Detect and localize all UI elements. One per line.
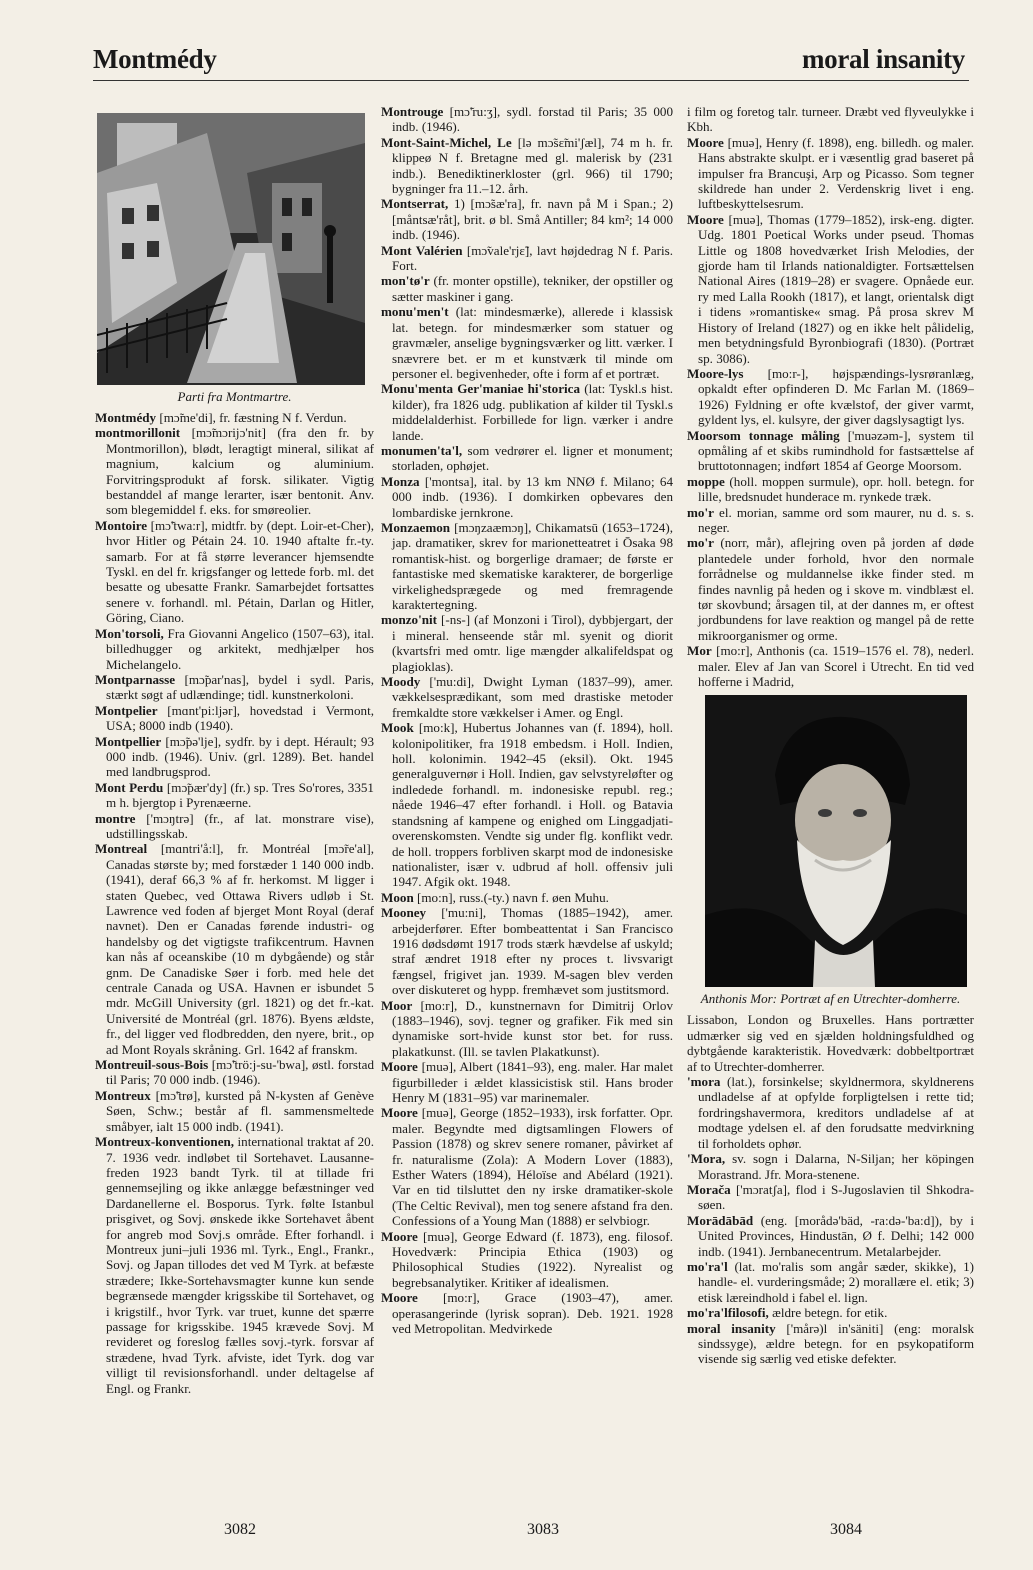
dictionary-entry	[381, 905, 673, 997]
dictionary-entry	[687, 643, 974, 689]
entry-definition: 1) [mɔ̃sæ'ra], fr. navn på M i Span.; 2) [måntsæ'råt], brit. ø bl. Små Antiller; 84 km²; 14 000 indb. (1946).	[392, 196, 673, 243]
entry-definition: [mɔ̃par'nas], bydel i sydl. Paris, stærkt søgt af udlændinge; tidl. kunstnerkoloni.	[106, 671, 374, 703]
entry-headword: Moore-lys	[687, 365, 744, 381]
dictionary-entry	[687, 505, 974, 536]
entry-definition: ['mɔratʃa], flod i S-Jugoslavien til Shkodra-søen.	[698, 1181, 974, 1213]
entry-definition: (lat.), forsinkelse; skyldnermora, skyldnerens undladelse af at opfylde forpligtelsen i rette tid; fordringshavermora, kreditors undladelse af at modtage ydelsen el. af den forudsatte medvirkning til forholdets ophør.	[698, 1074, 974, 1151]
entry-definition: [mo:k], Hubertus Johannes van (f. 1894), holl. kolonipolitiker, fra 1918 embedsm. i Holl. Indien, holl. kolonimin. 1942–45 (eksil). Okt. 1945 generalguvernør i Holl. Indien, gav selvstyreløfter og indledede forhandl. m. indonesiske republ. reg.; nåede 1946–47 efter forhandl. i Holl. og Batavia standsning af kampene og enighed om Linggadjati-overenskomsten. Vendte sig under flg. konflikt vedr. de holl. troppers forbliven skarpt mod de indonesiske nationalister, især v. udbrud af holl. offensiv juli 1947. Afgik okt. 1948.	[392, 720, 673, 890]
entry-headword: Montreux	[95, 1087, 151, 1103]
entry-headword: Monza	[381, 473, 420, 489]
dictionary-entry	[381, 520, 673, 612]
entry-headword: moppe	[687, 473, 725, 489]
entry-headword: Montparnasse	[95, 671, 176, 687]
entry-headword: montmorillonit	[95, 425, 181, 441]
header-rule	[93, 80, 969, 81]
dictionary-entry	[95, 734, 374, 780]
dictionary-entry	[687, 366, 974, 428]
entry-headword: Moon	[381, 889, 414, 905]
entries-col1	[95, 410, 374, 1396]
entry-definition: [muə], George (1852–1933), irsk forfatter. Opr. maler. Begyndte med digtsamlingen Flowers of Passion (1878) og skrev senere romaner, påvirket af fr. naturalisme (Zola): A Modern Lover (1883), Esther Waters (1894), Héloïse and Abélard (1921). Var en tid tilsluttet den ny irske dramatiker-skole (The Celtic Revival), men tog senere afstand fra den. Confessions of a Young Man (1888) er selvbiogr.	[392, 1105, 673, 1229]
entries-col2	[381, 104, 673, 1337]
entry-headword: Moorsom tonnage måling	[687, 427, 840, 443]
entry-definition: [mo:n], russ.(-ty.) navn f. øen Muhu.	[413, 889, 609, 905]
entry-definition: som vedrører el. ligner et monument; storladen, ophøjet.	[392, 442, 673, 474]
entry-definition: (lat: Tyskl.s hist. kilder), fra 1826 udg. publikation af kilder til Tyskl.s middelalderhist. Forbillede for lign. værker i andre lande.	[392, 381, 673, 443]
entry-headword: 'mora	[687, 1074, 721, 1090]
entry-headword: Mooney	[381, 905, 427, 921]
entry-headword: Monu'menta Ger'maniae hi'storica	[381, 381, 581, 397]
entry-headword: moral insanity	[687, 1320, 776, 1336]
entry-definition: [mo:r], Grace (1903–47), amer. operasangerinde (lyrisk sopran). Deb. 1921. 1928 ved Metropolitan. Medvirkede	[392, 1290, 673, 1337]
dictionary-entry	[381, 890, 673, 905]
entry-headword: Moor	[381, 997, 413, 1013]
dictionary-entry	[381, 1290, 673, 1336]
dictionary-entry	[687, 1074, 974, 1151]
entry-definition: (lat. mo'ralis som angår sæder, skikke), 1) handle- el. vurderingsmåde; 2) morallære el. etik; 3) etisk læreindhold i fabel el. lign.	[698, 1258, 974, 1305]
entry-definition: [mɔ̃pə'lje], sydfr. by i dept. Hérault; 93 000 indb. (1946). Univ. (grl. 1289). Bet. handel med landbrugsprod.	[106, 733, 374, 780]
dictionary-entry	[95, 410, 374, 425]
page-number-right: 3084	[830, 1521, 862, 1538]
entry-definition: [mɔ̃vale'rjɛ̃], lavt højdedrag N f. Paris. Fort.	[392, 242, 673, 274]
entry-headword: Montreal	[95, 841, 148, 857]
entry-definition: ['mårə)l in'säniti] (eng: moralsk sindssyge), ældre betegn. for en psykopatiform visende sig særlig ved etiske defekter.	[698, 1320, 974, 1367]
anthonis-mor-portrait	[705, 695, 967, 987]
dictionary-entry	[381, 474, 673, 520]
dictionary-entry	[687, 1151, 974, 1182]
entry-headword: Monzaemon	[381, 519, 451, 535]
entry-definition: el. morian, samme ord som maurer, nu d. s. s. neger.	[698, 504, 974, 535]
entry-definition: Fra Giovanni Angelico (1507–63), ital. billedhugger og arkitekt, medhjælper hos Michelangelo.	[106, 625, 374, 672]
entry-definition: (holl. moppen surmule), opr. holl. betegn. for lille, bredsnudet hunderace m. rynkede træk.	[698, 473, 974, 505]
entry-headword: Moore	[687, 134, 724, 150]
running-head-left: Montmédy	[93, 44, 217, 74]
dictionary-entry	[687, 1259, 974, 1305]
entry-headword: Mont-Saint-Michel, Le	[381, 134, 512, 150]
entry-headword: Moore	[381, 1228, 418, 1244]
entry-headword: mo'r	[687, 535, 714, 551]
figure-montmartre	[95, 113, 374, 404]
dictionary-entry	[381, 196, 673, 242]
entry-headword: monumen'ta'l,	[381, 442, 463, 458]
entry-definition: (eng. [morådə'bäd, -ra:də-'ba:d]), by i United Provinces, Hindustān, Ø f. Delhi; 142 000 indb. (1941). Jernbanecentrum. Metalarbejder.	[698, 1212, 974, 1259]
entry-headword: Moore	[381, 1105, 418, 1121]
entry-headword: mo'r	[687, 504, 714, 520]
page-number-left: 3082	[224, 1521, 256, 1538]
entry-definition: sv. sogn i Dalarna, N-Siljan; her köpingen Morastrand. Jfr. Mora-stenene.	[698, 1151, 974, 1182]
entry-headword: Montoire	[95, 517, 148, 533]
entry-headword: Mook	[381, 720, 414, 736]
entry-headword: Moore	[381, 1059, 418, 1075]
dictionary-entry	[95, 1134, 374, 1396]
dictionary-entry	[687, 1321, 974, 1367]
entry-definition: ['mɔŋtrə] (fr., af lat. monstrare vise), udstillingsskab.	[106, 810, 374, 841]
entry-definition: (fr. monter opstille), tekniker, der opstiller og sætter maskiner i gang.	[392, 273, 673, 304]
dictionary-entry	[381, 1059, 673, 1105]
entry-definition: [mɔŋzaæmɔŋ], Chikamatsū (1653–1724), jap. dramatiker, skrev for marionetteatret i Ōsaka 98 romantisk-hist. og borgerlige dramaer; de første er fantastiske med skematiske karakterer, de borgerlige virkelighedsprægede og med fremragende karaktertegning.	[392, 519, 673, 612]
entry-definition: [lə mɔ̃sɛ̃mi'ʃæl], 74 m h. fr. klippeø N f. Bretagne med gl. malerisk by (231 indb.). Benediktinerkloster (grl. 966) til 1790; bygninger fra 11.–12. årh.	[392, 134, 673, 197]
entry-definition: [mo:r], D., kunstnernavn for Dimitrij Orlov (1883–1946), sovj. tegner og grafiker. Fik med sin dynamiske sort-hvide kunst stor bet. for russ. plakatkunst. (Ill. se tavlen Plakatkunst).	[392, 997, 673, 1059]
dictionary-entry	[95, 626, 374, 672]
entry-headword: mo'ra'lfilosofi,	[687, 1305, 769, 1321]
dictionary-entry	[95, 811, 374, 842]
entry-definition: (lat: mindesmærke), allerede i klassisk lat. betegn. for mindesmærker som statuer og gravmæler, anselige bygningsværker og litt. værker. I snævrere bet. er m et kunstværk til minde om personer el. begivenheder, ofte i form af et portræt.	[392, 304, 673, 381]
entry-headword: montre	[95, 810, 136, 826]
dictionary-entry	[95, 425, 374, 517]
dictionary-entry	[95, 672, 374, 703]
dictionary-entry	[687, 535, 974, 643]
entry-headword: monu'men't	[381, 304, 449, 320]
column-3082	[95, 104, 374, 1514]
dictionary-entry	[95, 780, 374, 811]
entry-headword: Moody	[381, 674, 421, 690]
entry-headword: 'Mora,	[687, 1151, 726, 1167]
entry-headword: Mont Valérien	[381, 242, 463, 258]
entry-definition: Lissabon, London og Bruxelles. Hans portrætter udmærker sig ved en sjælden holdningsfuldhed og dybtgående karakteristik. Hovedværk: dobbeltportræt af to Utrechter-domherrer.	[687, 1012, 974, 1074]
dictionary-entry	[381, 381, 673, 443]
dictionary-entry	[381, 998, 673, 1060]
entry-headword: Montrouge	[381, 104, 444, 119]
dictionary-entry	[381, 243, 673, 274]
dictionary-entry	[687, 1182, 974, 1213]
entry-definition: ['montsa], ital. by 13 km NNØ f. Milano; 64 000 indb. (1936). I domkirken opbevares den lombardiske jernkrone.	[392, 473, 673, 520]
entry-definition: [muə], Thomas (1779–1852), irsk-eng. digter. Udg. 1801 Poetical Works under pseud. Thomas Little og 1808 hovedværket Irish Melodies, der gjorde ham til Irlands nationaldigter. Fortsættelsen National Aires (1819–28) er svagere. Opnåede eur. ry med Lalla Rookh (1817), et langt, orientalsk digt i tidens »romantiske« smag. På prosa skrev M History of Ireland (1827) og en ikke helt pålidelig, men betydningsfuld Byronbiografi (1830). (Portræt sp. 3086).	[698, 211, 974, 366]
entries-col3-top	[687, 104, 974, 689]
entry-definition: i film og foretog talr. turneer. Dræbt ved flyveulykke i Kbh.	[687, 104, 974, 135]
dictionary-entry	[687, 1305, 974, 1320]
dictionary-entry	[95, 703, 374, 734]
entry-definition: [mɔ̃mɔrijɔ'nit] (fra den fr. by Montmorillon), blødt, leragtigt mineral, silikat af magnium, kalcium og aluminium. Forvitringsprodukt af forsk. silikater. Vigtig bestanddel af mange lerarter, især bentonit. Anv. som blegemiddel f. eks. for smøreolier.	[106, 425, 374, 518]
page-number-center: 3083	[527, 1521, 559, 1538]
column-3083	[381, 104, 673, 1514]
dictionary-entry	[381, 1105, 673, 1228]
entry-headword: mo'ra'l	[687, 1258, 728, 1274]
entry-definition: [mɔ̃'twa:r], midtfr. by (dept. Loir-et-Cher), hvor Hitler og Pétain 24. 10. 1940 aftalte fr.-ty. samarb. For at få større leverancer hjemsendte Tyskl. en del fr. krigsfanger og lettede forb. ml. det besatte og ubesatte Frankr. Samarbejdet fortsattes senere v. forhandl. ml. Pétain, Darlan og Hitler, Göring, Ciano.	[106, 517, 374, 626]
entry-definition: [mɔ̃me'di], fr. fæstning N f. Verdun.	[156, 410, 347, 425]
dictionary-entry	[381, 273, 673, 304]
dictionary-entry	[687, 212, 974, 366]
entry-definition: [mɔ̃'trø], kursted på N-kysten af Genève Søen, Schw.; består af fl. sammensmeltede småbyer, ialt 15 000 indb. (1941).	[106, 1087, 374, 1134]
entry-definition: international traktat af 20. 7. 1936 vedr. indløbet til Sortehavet. Lausanne-freden 1923 bandt Tyrk. til at tillade fri gennemsejling og ikke anlægge befæstninger ved Dardanellerne el. Bosporus. Tyrk. følte Istanbul prisgivet, og Sovj. ønskede ikke Sortehavet åbent for angreb mod Sovj.s område. Efter forhandl. i Montreux juni–juli 1936 ml. Tyrk., Engl., Frankr., Sovj. og Japan tillodes det ved M Tyrk. at befæste strædere; Ikke-Sortehavsmagter kunne kun sende begrænsede mængder krigsskibe til Sortehavet, og i krigstilf., hvor Tyrk. var truet, kunne det spærre passage for krigsskibe. 1945 krævede Sovj. M revideret og foreslog fælles sovj.-tyrk. forsvar af strædene, hvad Tyrk. afviste, idet Tyrk. dog var villigt til revisionsforhandl. under deltagelse af Engl. og Frankr.	[106, 1134, 374, 1396]
entry-definition: [mɔ̃'trö:j-su-'bwa], østl. forstad til Paris; 70 000 indb. (1946).	[106, 1057, 374, 1088]
entry-headword: Moore	[381, 1290, 418, 1306]
caption-montmartre: Parti fra Montmartre.	[177, 389, 292, 404]
entry-headword: Mont Perdu	[95, 779, 164, 795]
dictionary-entry	[95, 1088, 374, 1134]
dictionary-entry	[381, 674, 673, 720]
dictionary-entry	[687, 135, 974, 212]
caption-anthonis-mor: Anthonis Mor: Portræt af en Utrechter-domherre.	[700, 991, 961, 1007]
entry-definition: ['mu:di], Dwight Lyman (1837–99), amer. vækkelsesprædikant, som med drastiske metoder fremkaldte store vækkelser i Amer. og Engl.	[392, 674, 673, 720]
dictionary-entry	[687, 1012, 974, 1074]
entry-headword: mon'tø'r	[381, 273, 430, 289]
entry-definition: [muə], George Edward (f. 1873), eng. filosof. Hovedværk: Principia Ethica (1903) og Philosophical Studies (1922). Nyrealist og begrebsanalytiker. Kritiker af idealismen.	[392, 1228, 673, 1290]
entry-headword: Morādābād	[687, 1212, 754, 1228]
dictionary-entry	[381, 304, 673, 381]
entry-definition: ['mu:ni], Thomas (1885–1942), amer. arbejderfører. Efter bombeattentat i San Francisco 1916 dødsdømt 1917 trods stærk hævdelse af uskyld; straf ændret 1918 efter ny proces t. livsvarigt fængsel, frigivet jan. 1939. M-sagen blev verden over diskuteret og hypp. fremhævet som justitsmord.	[392, 905, 673, 998]
entry-headword: Montpellier	[95, 733, 162, 749]
entries-col3-bottom	[687, 1012, 974, 1366]
dictionary-entry	[687, 474, 974, 505]
entry-definition: [mo:r], Anthonis (ca. 1519–1576 el. 78), nederl. maler. Elev af Jan van Scorel i Utrecht. En tid ved hofferne i Madrid,	[698, 643, 974, 690]
entry-headword: Morača	[687, 1181, 731, 1197]
entry-headword: Montreux-konventionen,	[95, 1134, 235, 1150]
entry-definition: [mɑntri'å:l], fr. Montréal [mɔ̃re'al], Canadas største by; med forstæder 1 140 000 indb. (1941), deraf 66,3 % af fr. herkomst. M ligger i staten Quebec, ved Ottawa Rivers udløb i St. Lawrence ved foden af bjerget Mont Royal (deraf navnet). Den er Canadas førende industri- og handelsby og det vigtigste trafikcentrum. Havnen kan nås af oceanskibe (10 m dybgående) og står gnm. De Canadiske Søer i forb. med hele det centrale Canada og USA. Havnen er isbundet 5 mdr. McGill University (grl. 1821) og det fr.-kat. Université de Montréal (grl. 1876). Byens ældste, fr., del ligger ved flodbredden, den nyere, brit., op ad Mont Royals skråning. Grl. 1642 af franskm.	[106, 841, 374, 1057]
entry-headword: monzo'nit	[381, 612, 438, 628]
entry-headword: Montmédy	[95, 410, 157, 425]
figure-anthonis-mor	[687, 695, 974, 1006]
entry-definition: ['muəzəm-], system til opmåling af et skibs rumindhold for fastsættelse af bruttotonnagen; indført 1854 af George Moorsom.	[698, 427, 974, 474]
entry-definition: ældre betegn. for etik.	[768, 1305, 888, 1321]
entry-definition: [mɑnt'pi:ljər], hovedstad i Vermont, USA; 8000 indb (1940).	[106, 702, 374, 734]
dictionary-entry	[381, 720, 673, 889]
entry-headword: Mor	[687, 643, 712, 659]
entry-headword: Montpelier	[95, 702, 158, 718]
dictionary-entry	[95, 841, 374, 1057]
dictionary-entry	[381, 1229, 673, 1291]
column-3084	[687, 104, 974, 1514]
entry-definition: [mɔ̃pær'dy] (fr.) sp. Tres So'rores, 3351 m h. bjergtop i Pyrenæerne.	[106, 779, 374, 811]
entry-definition: [-ns-] (af Monzoni i Tirol), dybbjergart, der i mineral. henseende står ml. syenit og diorit (kvartsfri med omtr. lige mængder alkalifeldspat og plagioklas).	[392, 612, 673, 674]
entry-headword: Montserrat,	[381, 196, 449, 212]
dictionary-entry	[687, 1213, 974, 1259]
entry-headword: Montreuil-sous-Bois	[95, 1057, 209, 1073]
dictionary-entry	[381, 104, 673, 135]
entry-headword: Moore	[687, 211, 724, 227]
entry-definition: [mo:r-], højspændings-lysrøranlæg, opkaldt efter opfinderen D. Mc Farlan M. (1869–1926) Fyldning er ofte kvælstof, der giver varmt, gyldent lys, el. kulsyre, der giver dagslysagtigt lys.	[698, 365, 974, 428]
dictionary-entry	[381, 443, 673, 474]
dictionary-entry	[95, 1057, 374, 1088]
dictionary-entry	[95, 518, 374, 626]
entry-definition: (norr, mår), aflejring oven på jorden af døde plantedele under forhold, hvor den normale forrådnelse og muldannelse ikke finder sted. m findes navnlig på heden og i skove m. vindblæst el. tør skovbund; årsagen til, at der dannes m, er oftest jordbundens for lave reaktion og mangel på de rette mikroorganismer og orme.	[698, 535, 974, 643]
entry-definition: [mɔ̃'ru:ʒ], sydl. forstad til Paris; 35 000 indb. (1946).	[392, 104, 673, 135]
running-head-right: moral insanity	[801, 44, 965, 74]
dictionary-entry	[687, 104, 974, 135]
montmartre-street-photo	[97, 113, 365, 385]
entry-definition: [muə], Henry (f. 1898), eng. billedh. og maler. Hans abstrakte skulpt. er i væsentlig grad baseret på impulser fra Brancuşi, Arp og Picasso. Som tegner skildrede han under 2. Verdenskrig livet i eng. luftbeskyttelsesrum.	[698, 134, 974, 212]
dictionary-entry	[381, 135, 673, 197]
dictionary-entry	[687, 428, 974, 474]
entry-definition: [muə], Albert (1841–93), eng. maler. Har malet figurbilleder i ældet klassicistisk stil. Hans broder Henry M (1831–95) var marinemaler.	[392, 1059, 673, 1105]
dictionary-entry	[381, 612, 673, 674]
entry-headword: Mon'torsoli,	[95, 625, 164, 641]
